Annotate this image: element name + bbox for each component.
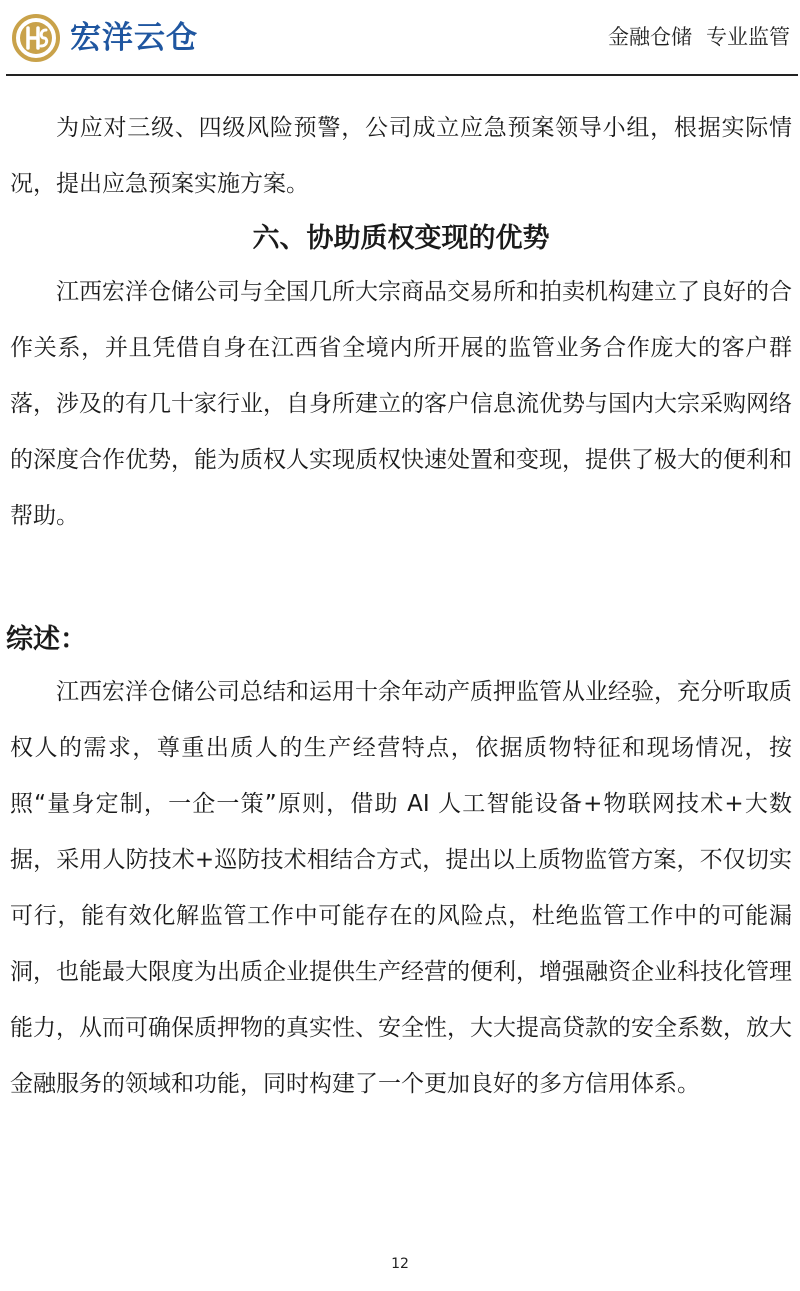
header-slogan [608, 22, 790, 52]
intro-paragraph: 为应对三级、四级风险预警，公司成立应急预案领导小组，根据实际情况，提出应急预案实施方案。 [10, 115, 792, 197]
document-body [6, 100, 792, 1112]
page-header [0, 0, 800, 76]
section-6-heading: 六、协助质权变现的优势 [252, 223, 550, 254]
slogan-professional-supervision: 专业监管 [706, 25, 790, 49]
page-number: 12 [391, 1256, 409, 1272]
section-6-paragraph: 江西宏洋仓储公司与全国几所大宗商品交易所和拍卖机构建立了良好的合作关系，并且凭借自身在江西省全境内所开展的监管业务合作庞大的客户群落，涉及的有几十家行业，自身所建立的客户信息流优势与国内大宗采购网络的深度合作优势，能为质权人实现质权快速处置和变现，提供了极大的便利和帮助。 [10, 279, 792, 529]
summary-heading: 综述： [6, 624, 87, 655]
brand-name: 宏洋云仓 [70, 20, 198, 56]
company-logo-icon [12, 14, 60, 62]
slogan-finance-storage: 金融仓储 [608, 25, 692, 49]
header-divider [6, 74, 798, 76]
summary-paragraph: 江西宏洋仓储公司总结和运用十余年动产质押监管从业经验，充分听取质权人的需求，尊重出质人的生产经营特点，依据质物特征和现场情况，按照“量身定制，一企一策”原则，借助 AI 人工智能设备+物联网技术+大数据，采用人防技术+巡防技术相结合方式，提出以上质物监管方案，不仅切实可行，能有效化解监管工作中可能存在的风险点，杜绝监管工作中的可能漏洞，也能最大限度为出质企业提供生产经营的便利，增强融资企业科技化管理能力，从而可确保质押物的真实性、安全性，大大提高贷款的安全系数，放大金融服务的领域和功能，同时构建了一个更加良好的多方信用体系。 [10, 679, 792, 1097]
